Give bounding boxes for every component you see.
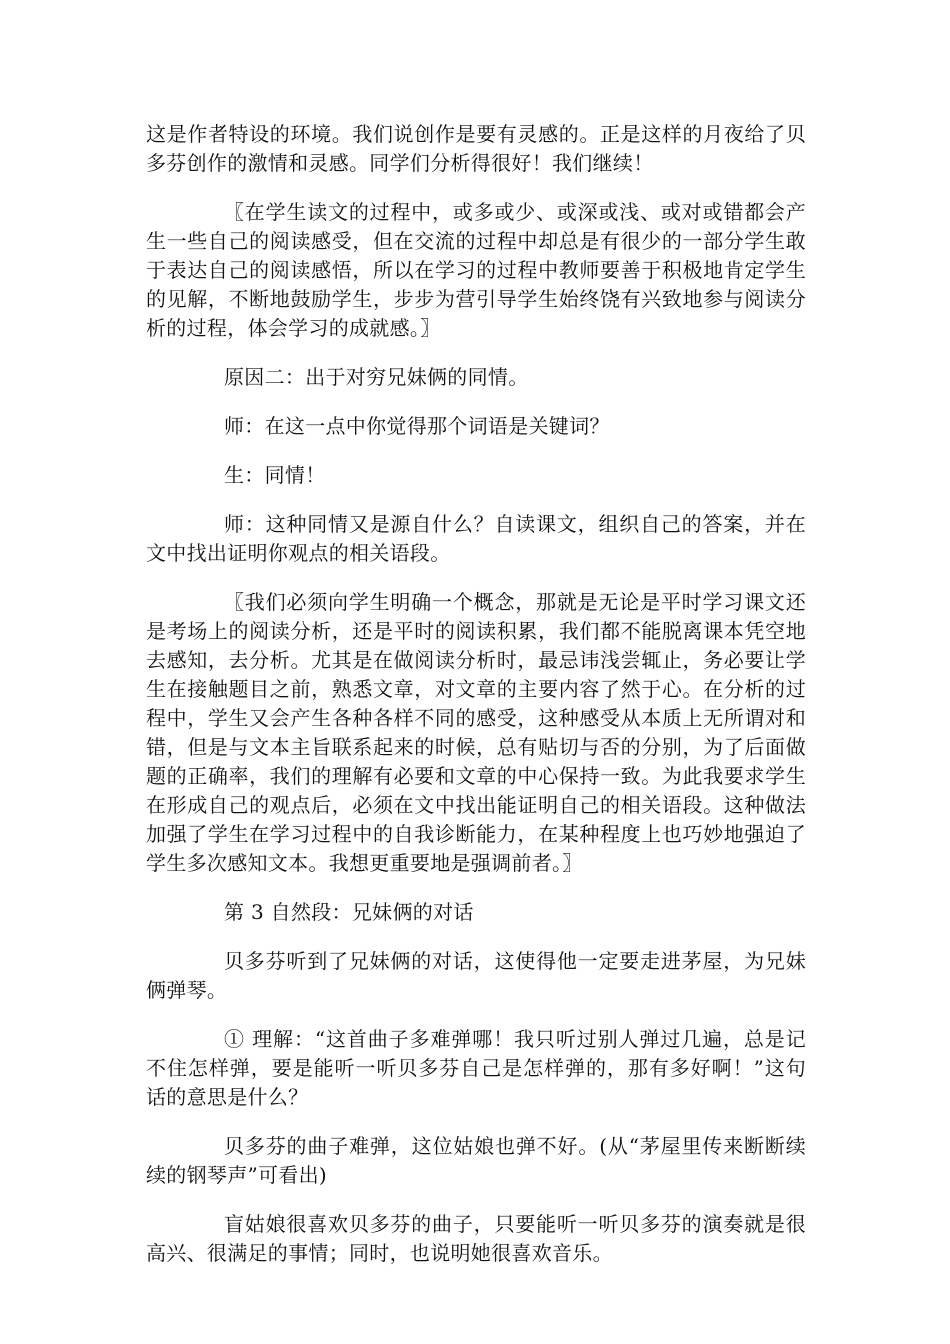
paragraph-1: 这是作者特设的环境。我们说创作是要有灵感的。正是这样的月夜给了贝多芬创作的激情和灵感。同学们分析得很好！我们继续！ — [146, 122, 806, 175]
paragraph-6: 师：这种同情又是源自什么？自读课文，组织自己的答案，并在文中找出证明你观点的相关语段。 — [146, 512, 806, 565]
paragraph-5: 生：同情！ — [224, 463, 326, 487]
paragraph-4: 师：在这一点中你觉得那个词语是关键词？ — [224, 414, 610, 438]
paragraph-9: 贝多芬听到了兄妹俩的对话，这使得他一定要走进茅屋，为兄妹俩弹琴。 — [146, 949, 806, 1002]
paragraph-3: 原因二：出于对穷兄妹俩的同情。 — [224, 365, 529, 389]
document-body — [146, 120, 806, 1288]
paragraph-8: 第 3 自然段：兄妹俩的对话 — [224, 900, 474, 924]
paragraph-12: 盲姑娘很喜欢贝多芬的曲子，只要能听一听贝多芬的演奏就是很高兴、很满足的事情；同时，也说明她很喜欢音乐。 — [146, 1212, 806, 1265]
paragraph-11: 贝多芬的曲子难弹，这位姑娘也弹不好。(从“茅屋里传来断断续续的钢琴声”可看出) — [146, 1134, 806, 1187]
paragraph-2: 〖在学生读文的过程中，或多或少、或深或浅、或对或错都会产生一些自己的阅读感受，但在交流的过程中却总是有很少的一部分学生敢于表达自己的阅读感悟，所以在学习的过程中教师要善于积极地肯定学生的见解，不断地鼓励学生，步步为营引导学生始终饶有兴致地参与阅读分析的过程，体会学习的成就感。〗 — [146, 200, 806, 340]
paragraph-7: 〖我们必须向学生明确一个概念，那就是无论是平时学习课文还是考场上的阅读分析，还是平时的阅读积累，我们都不能脱离课本凭空地去感知，去分析。尤其是在做阅读分析时，最忌讳浅尝辄止，务必要让学生在接触题目之前，熟悉文章，对文章的主要内容了然于心。在分析的过程中，学生又会产生各种各样不同的感受，这种感受从本质上无所谓对和错，但是与文本主旨联系起来的时候，总有贴切与否的分别，为了后面做题的正确率，我们的理解有必要和文章的中心保持一致。为此我要求学生在形成自己的观点后，必须在文中找出能证明自己的相关语段。这种做法加强了学生在学习过程中的自我诊断能力，在某种程度上也巧妙地强迫了学生多次感知文本。我想更重要地是强调前者。〗 — [146, 590, 806, 875]
paragraph-10: ① 理解：“这首曲子多难弹哪！我只听过别人弹过几遍，总是记不住怎样弹，要是能听一听贝多芬自己是怎样弹的，那有多好啊！”这句话的意思是什么？ — [146, 1027, 806, 1109]
